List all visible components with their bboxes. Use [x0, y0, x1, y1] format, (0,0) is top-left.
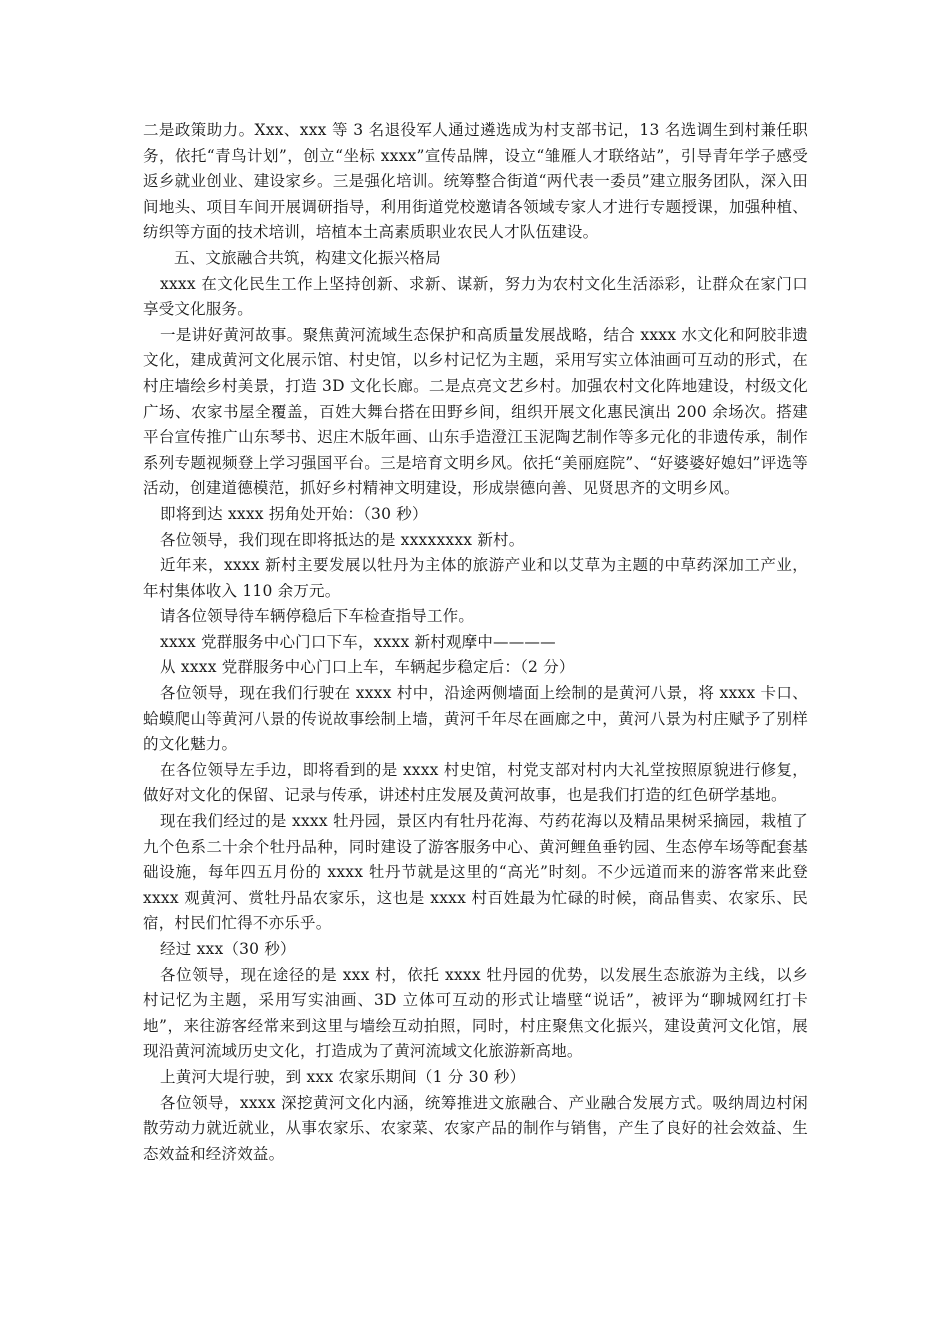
section-heading: 五、文旅融合共筑，构建文化振兴格局 — [174, 248, 441, 267]
paragraph: 一是讲好黄河故事。聚焦黄河流域生态保护和高质量发展战略，结合 xxxx 水文化和阿胶非遗文化，建成黄河文化展示馆、村史馆，以乡村记忆为主题，采用写实立体油画可互动的形式，在村庄墙绘乡村美景，打造 3D 文化长廊。二是点亮文艺乡村。加强农村文化阵地建设，村级文化广场、农家书屋全覆盖，百姓大舞台搭在田野乡间，组织开展文化惠民演出 200 余场次。搭建平台宣传推广山东琴书、迟庄木版年画、山东手造澄江玉泥陶艺制作等多元化的非遗传承，制作系列专题视频登上学习强国平台。三是培育文明乡风。依托“美丽庭院”、“好婆婆好媳妇”评选等活动，创建道德模范，抓好乡村精神文明建设，形成崇德向善、见贤思齐的文明乡风。 — [143, 325, 808, 498]
paragraph: 各位领导，现在途径的是 xxx 村，依托 xxxx 牡丹园的优势，以发展生态旅游为主线，以乡村记忆为主题，采用写实油画、3D 立体可互动的形式让墙壁“说话”，被评为“聊城网红打卡地”，来往游客经常来到这里与墙绘互动拍照，同时，村庄聚焦文化振兴，建设黄河文化馆，展现沿黄河流域历史文化，打造成为了黄河流域文化旅游新高地。 — [143, 965, 808, 1061]
paragraph: 请各位领导待车辆停稳后下车检查指导工作。 — [160, 607, 475, 626]
paragraph: 即将到达 xxxx 拐角处开始：（30 秒） — [160, 504, 428, 523]
paragraph: 各位领导，xxxx 深挖黄河文化内涵，统筹推进文旅融合、产业融合发展方式。吸纳周边村闲散劳动力就近就业，从事农家乐、农家菜、农家产品的制作与销售，产生了良好的社会效益、生态效益和经济效益。 — [143, 1093, 808, 1163]
paragraph: 现在我们经过的是 xxxx 牡丹园，景区内有牡丹花海、芍药花海以及精品果树采摘园，栽植了九个色系二十余个牡丹品种，同时建设了游客服务中心、黄河鲤鱼垂钓园、生态停车场等配套基础设施，每年四五月份的 xxxx 牡丹节就是这里的“高光”时刻。不少远道而来的游客常来此登 xxxx 观黄河、赏牡丹品农家乐，这也是 xxxx 村百姓最为忙碌的时候，商品售卖、农家乐、民宿，村民们忙得不亦乐乎。 — [143, 812, 808, 933]
paragraph: xxxx 党群服务中心门口下车，xxxx 新村观摩中———— — [160, 632, 556, 651]
paragraph: xxxx 在文化民生工作上坚持创新、求新、谋新，努力为农村文化生活添彩，让群众在家门口享受文化服务。 — [143, 274, 808, 319]
paragraph: 近年来，xxxx 新村主要发展以牡丹为主体的旅游产业和以艾草为主题的中草药深加工产业，年村集体收入 110 余万元。 — [143, 556, 808, 600]
paragraph: 上黄河大堤行驶，到 xxx 农家乐期间（1 分 30 秒） — [160, 1067, 526, 1086]
paragraph: 各位领导，我们现在即将抵达的是 xxxxxxxx 新村。 — [160, 530, 525, 549]
paragraph: 经过 xxx（30 秒） — [160, 940, 296, 958]
paragraph: 二是政策助力。Xxx、xxx 等 3 名退役军人通过遴选成为村支部书记，13 名选调生到村兼任职务，依托“青鸟计划”，创立“坐标 xxxx”宣传品牌，设立“雏雁人才联络站”，引导青年学子感受返乡就业创业、建设家乡。三是强化培训。统筹整合街道“两代表一委员”建立服务团队，深入田间地头、项目车间开展调研指导，利用街道党校邀请各领域专家人才进行专题授课，加强种植、纺织等方面的技术培训，培植本土高素质职业农民人才队伍建设。 — [143, 121, 808, 242]
paragraph: 从 xxxx 党群服务中心门口上车，车辆起步稳定后：（2 分） — [160, 658, 575, 677]
paragraph: 在各位领导左手边，即将看到的是 xxxx 村史馆，村党支部对村内大礼堂按照原貌进行修复，做好对文化的保留、记录与传承，讲述村庄发展及黄河故事，也是我们打造的红色研学基地。 — [143, 760, 808, 805]
document-page — [143, 118, 808, 1167]
paragraph: 各位领导，现在我们行驶在 xxxx 村中，沿途两侧墙面上绘制的是黄河八景，将 xxxx 卡口、蛤蟆爬山等黄河八景的传说故事绘制上墙，黄河千年尽在画廊之中，黄河八景为村庄赋予了别样的文化魅力。 — [143, 684, 808, 754]
